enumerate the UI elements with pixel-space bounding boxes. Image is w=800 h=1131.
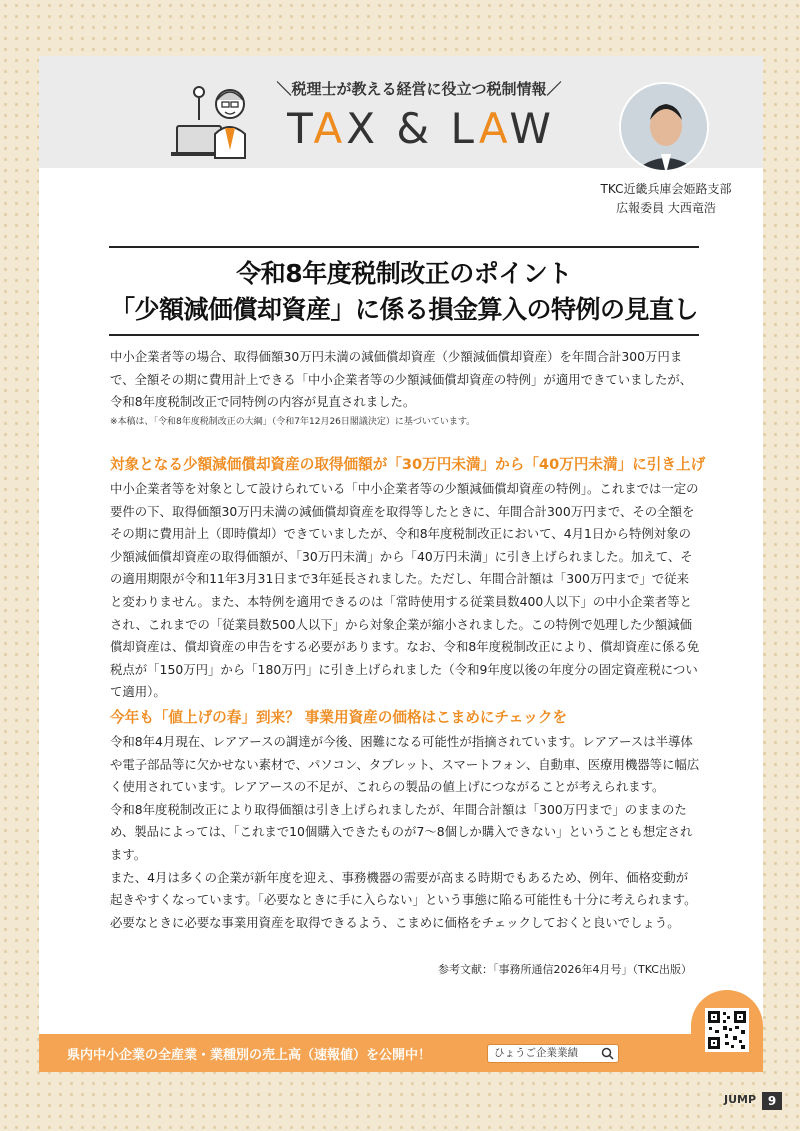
section1-text: 中小企業者等を対象として設けられている「中小企業者等の少額減価償却資産の特例」。これまでは一定の要件の下、取得価額30万円未満の減価償却資産を取得等したときに、年間合計300万円まで、その全額をその期に費用計上（即時償却）できていましたが、令和8年度税制改正において、4月1日から特例対象の少額減価償却資産の取得価額が、「30万円未満」から「40万円未満」に引き上げられました。加えて、その適用期限が令和11年3月31日まで3年延長されました。ただし、年間合計額は「300万円まで」で従来と変わりません。また、本特例を適用できるのは「常時使用する従業員数400人以下」の中小企業者等とされ、これまでの「従業員数500人以下」から対象企業が縮小されました。この特例で処理した少額減価償却資産は、償却資産の申告をする必要があります。なお、令和8年度税制改正により、償却資産に係る免税点が「150万円」から「180万円」に引き上げられました（令和9年度以後の年度分の固定資産税について適用）。: [110, 481, 700, 700]
headline-line1: 令和8年度税制改正のポイント: [236, 259, 572, 288]
logo-letter-w: W: [509, 104, 555, 153]
author-affiliation: TKC近畿兵庫会姫路支部: [600, 182, 732, 196]
logo-letter-t: T: [287, 104, 314, 153]
intro-note: ※本稿は、「令和8年度税制改正の大綱」（令和7年12月26日閣議決定）に基づいています。: [110, 416, 476, 427]
article-sheet: [39, 56, 763, 1072]
section2-para1: 令和8年4月現在、レアアースの調達が今後、困難になる可能性が指摘されています。レアアースは半導体や電子部品等に欠かせない素材で、パソコン、タブレット、スマートフォン、自動車、医療用機器等に幅広く使用されています。レアアースの不足が、これらの製品の値上げにつながることが考えられます。: [110, 734, 700, 795]
promo-band: [39, 1034, 763, 1072]
intro-text: 中小企業者等の場合、取得価額30万円未満の減価償却資産（少額減価償却資産）を年間合計300万円まで、全額その期に費用計上できる「中小企業者等の少額減価償却資産の特例」が適用できていましたが、令和8年度税制改正で同特例の内容が見直されました。: [110, 349, 693, 410]
logo-letters-mid: X & L: [346, 104, 479, 153]
headline: [109, 246, 699, 336]
section2-para3: また、4月は多くの企業が新年度を迎え、事務機器の需要が高まる時期でもあるため、例年、価格変動が起きやすくなっています。「必要なときに手に入らない」という事態に陥る可能性も十分に考えられます。必要なときに必要な事業用資産を取得できるよう、こまめに価格をチェックしておくと良いでしょう。: [110, 869, 697, 930]
qr-tab: [691, 990, 763, 1072]
author-photo: [619, 82, 709, 172]
reference: 参考文献：「事務所通信2026年4月号」（TKC出版）: [437, 963, 692, 976]
search-box[interactable]: [487, 1044, 619, 1063]
tax-and-law-logo: [271, 104, 571, 153]
section1: [110, 478, 700, 704]
section1-heading: 対象となる少額減価償却資産の取得価額が「30万円未満」から「40万円未満」に引き上げ: [110, 456, 706, 473]
footer-magazine: JUMP: [724, 1093, 757, 1106]
tagline: ＼税理士が教える経営に役立つ税制情報／: [276, 80, 562, 98]
tax-accountant-illustration: [169, 72, 259, 162]
section2: [110, 731, 700, 934]
author-portrait: [621, 84, 709, 172]
search-icon: [601, 1047, 614, 1060]
logo-letter-a2: A: [478, 104, 510, 153]
logo-letter-a1: A: [313, 104, 347, 153]
qr-code-icon[interactable]: [705, 1008, 749, 1052]
header-band: [39, 56, 763, 168]
intro: [110, 346, 700, 430]
page-number: 9: [762, 1092, 782, 1110]
section2-para2: 令和8年度税制改正により取得価額は引き上げられましたが、年間合計額は「300万円まで」のままのため、製品によっては、「これまで10個購入できたものが7〜8個しか購入できない」ということも想定されます。: [110, 801, 693, 862]
headline-line2: 「少額減価償却資産」に係る損金算入の特例の見直し: [109, 295, 698, 324]
author-credit: [579, 180, 753, 218]
author-role-name: 広報委員 大西竜浩: [616, 201, 716, 215]
section2-heading: 今年も「値上げの春」到来？ 事業用資産の価格はこまめにチェックを: [110, 709, 568, 726]
search-label: ひょうご企業業績: [494, 1047, 578, 1059]
promo-text: 県内中小企業の全産業・業種別の売上高（速報値）を公開中！: [67, 1048, 432, 1063]
